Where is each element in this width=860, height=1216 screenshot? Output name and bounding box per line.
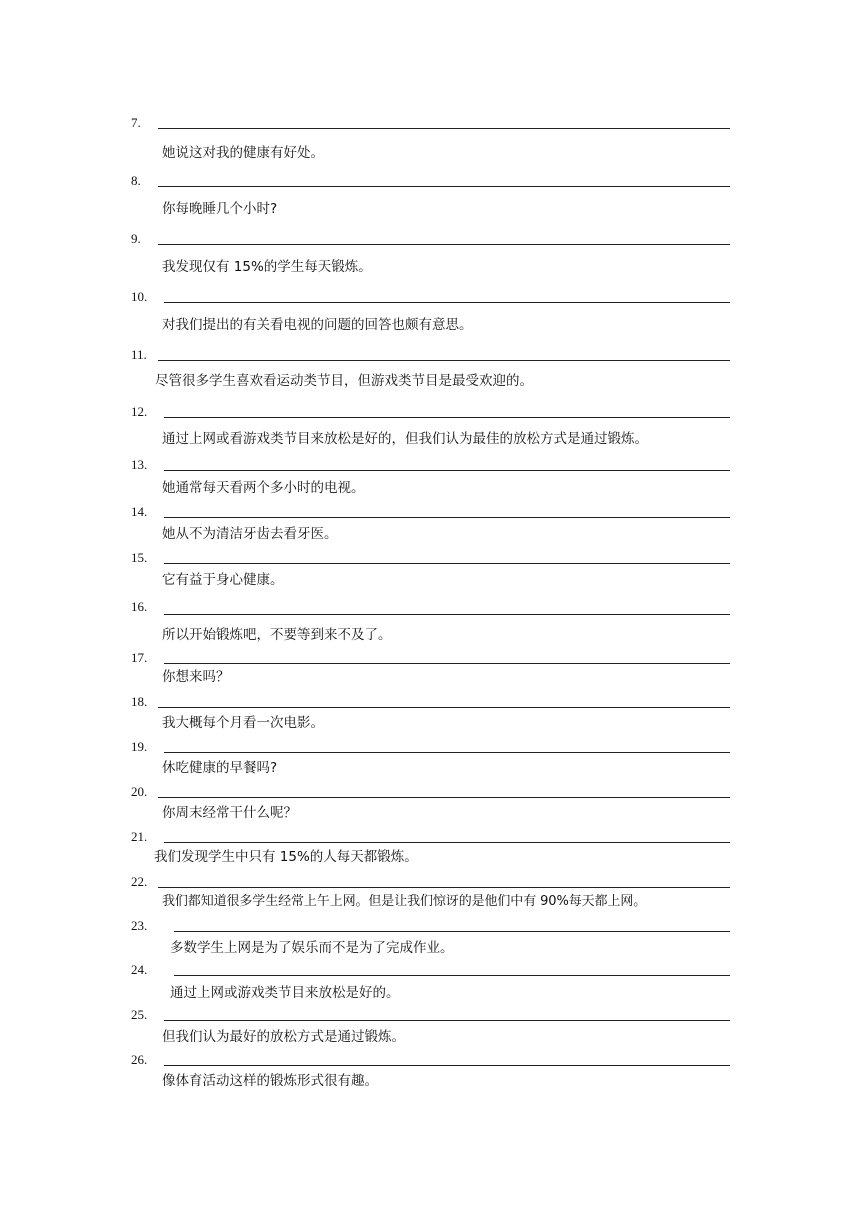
exercise-item (0, 403, 860, 463)
chinese-prompt: 你每晚睡几个小时? (162, 201, 278, 217)
chinese-prompt: 她说这对我的健康有好处。 (162, 145, 324, 161)
exercise-item (0, 346, 860, 406)
answer-line (164, 417, 730, 418)
answer-line (158, 707, 730, 708)
answer-line (164, 517, 730, 518)
item-number: 16. (131, 599, 148, 614)
chinese-prompt: 我发现仅有 15%的学生每天锻炼。 (162, 259, 372, 275)
item-number: 19. (131, 739, 148, 754)
exercise-item (0, 172, 860, 232)
chinese-prompt: 你想来吗？ (162, 669, 230, 685)
exercise-item (0, 230, 860, 290)
chinese-prompt: 多数学生上网是为了娱乐而不是为了完成作业。 (170, 940, 454, 956)
item-number: 8. (131, 173, 141, 188)
chinese-prompt: 你周末经常干什么呢？ (162, 805, 297, 821)
answer-line (174, 931, 730, 932)
answer-line (158, 186, 730, 187)
chinese-prompt: 通过上网或游戏类节目来放松是好的。 (170, 985, 400, 1001)
item-number: 11. (131, 347, 147, 362)
chinese-prompt: 她从不为清洁牙齿去看牙医。 (162, 526, 338, 542)
answer-line (164, 302, 730, 303)
answer-line (164, 752, 730, 753)
chinese-prompt: 尽管很多学生喜欢看运动类节目，但游戏类节目是最受欢迎的。 (155, 373, 533, 389)
chinese-prompt: 通过上网或看游戏类节目来放松是好的，但我们认为最佳的放松方式是通过锻炼。 (162, 431, 648, 447)
chinese-prompt: 它有益于身心健康。 (162, 572, 284, 588)
item-number: 22. (131, 874, 148, 889)
answer-line (158, 360, 730, 361)
answer-line (164, 614, 730, 615)
item-number: 18. (131, 694, 148, 709)
chinese-prompt: 我大概每个月看一次电影。 (162, 715, 324, 731)
answer-line (164, 563, 730, 564)
answer-line (158, 887, 730, 888)
exercise-item (0, 288, 860, 348)
chinese-prompt: 我们都知道很多学生经常上午上网。但是让我们惊讶的是他们中有 90%每天都上网。 (162, 894, 647, 909)
exercise-item (0, 114, 860, 174)
item-number: 15. (131, 550, 148, 565)
item-number: 9. (131, 231, 141, 246)
item-number: 23. (131, 918, 148, 933)
chinese-prompt: 对我们提出的有关看电视的问题的回答也颇有意思。 (162, 317, 473, 333)
answer-line (158, 797, 730, 798)
item-number: 14. (131, 504, 148, 519)
item-number: 25. (131, 1007, 148, 1022)
answer-line (158, 128, 730, 129)
item-number: 13. (131, 457, 148, 472)
answer-line (164, 1020, 730, 1021)
answer-line (164, 470, 730, 471)
answer-line (158, 244, 730, 245)
item-number: 24. (131, 962, 148, 977)
item-number: 21. (131, 829, 148, 844)
chinese-prompt: 所以开始锻炼吧，不要等到来不及了。 (162, 627, 392, 643)
item-number: 7. (131, 115, 141, 130)
exercise-item (0, 1051, 860, 1111)
chinese-prompt: 我们发现学生中只有 15%的人每天都锻炼。 (154, 849, 418, 865)
item-number: 17. (131, 650, 148, 665)
answer-line (164, 842, 730, 843)
chinese-prompt: 但我们认为最好的放松方式是通过锻炼。 (162, 1029, 405, 1045)
item-number: 10. (131, 289, 148, 304)
item-number: 12. (131, 404, 148, 419)
item-number: 26. (131, 1052, 148, 1067)
chinese-prompt: 她通常每天看两个多小时的电视。 (162, 480, 365, 496)
answer-line (174, 975, 730, 976)
chinese-prompt: 像体育活动这样的锻炼形式很有趣。 (162, 1073, 378, 1089)
answer-line (164, 1065, 730, 1066)
item-number: 20. (131, 784, 148, 799)
chinese-prompt: 休吃健康的早餐吗? (162, 760, 278, 776)
answer-line (164, 663, 730, 664)
